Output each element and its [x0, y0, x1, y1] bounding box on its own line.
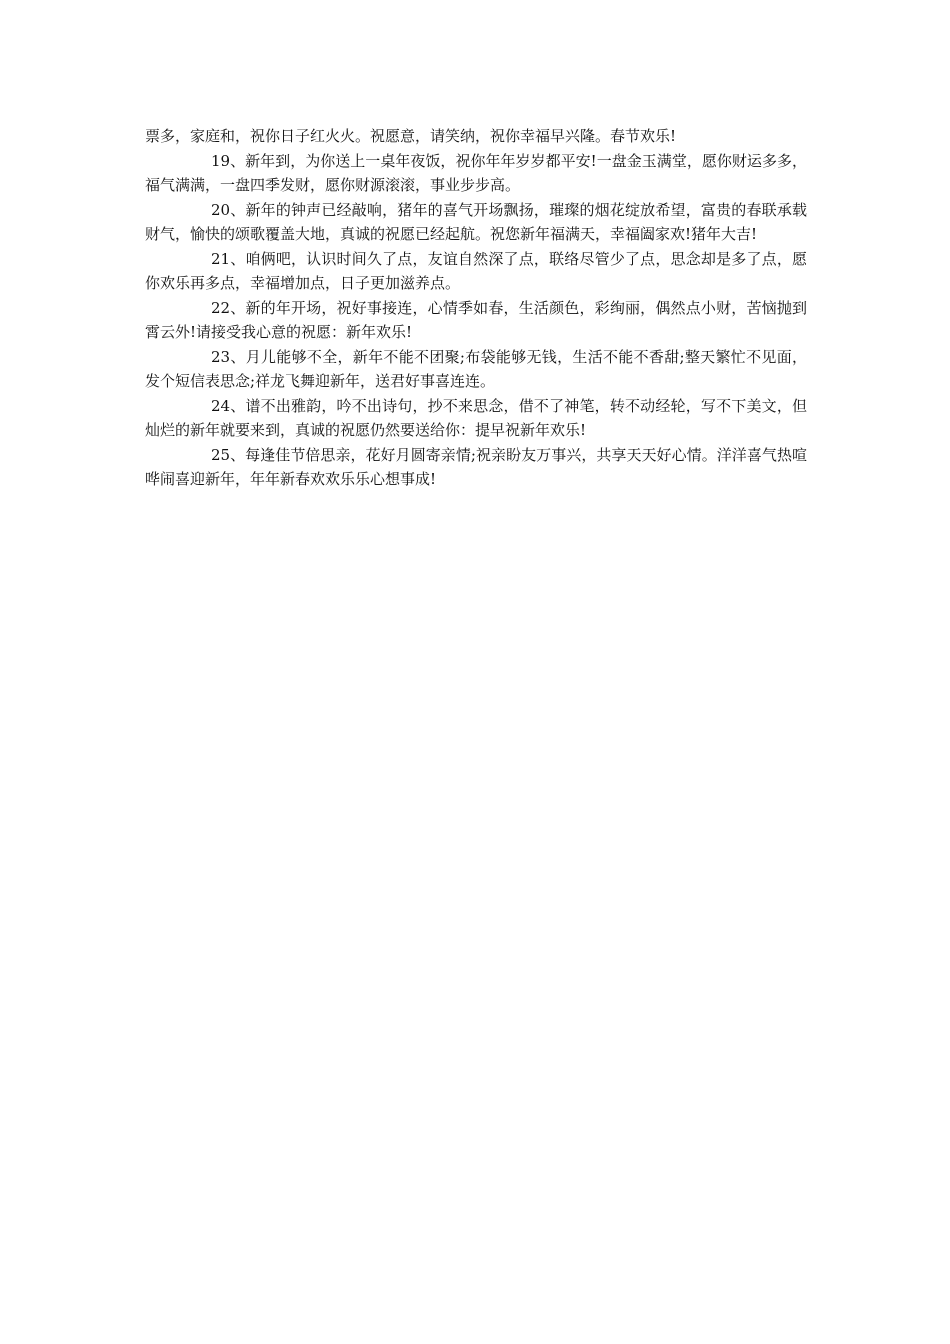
- paragraph-item-25: 25、每逢佳节倍思亲，花好月圆寄亲情;祝亲盼友万事兴，共享天天好心情。洋洋喜气热喧哗闹喜迎新年，年年新春欢欢乐乐心想事成!: [145, 445, 807, 488]
- paragraph-item-22: 22、新的年开场，祝好事接连，心情季如春，生活颜色，彩绚丽，偶然点小财，苦恼抛到霄云外!请接受我心意的祝愿：新年欢乐!: [145, 298, 807, 341]
- paragraph-item-20: 20、新年的钟声已经敲响，猪年的喜气开场飘扬，璀璨的烟花绽放希望，富贵的春联承载财气，愉快的颂歌覆盖大地，真诚的祝愿已经起航。祝您新年福满天，幸福阖家欢!猪年大吉!: [145, 200, 807, 243]
- paragraph-item-19: 19、新年到，为你送上一桌年夜饭，祝你年年岁岁都平安!一盘金玉满堂，愿你财运多多，福气满满，一盘四季发财，愿你财源滚滚，事业步步高。: [145, 151, 807, 194]
- paragraph-item-21: 21、咱俩吧，认识时间久了点，友谊自然深了点，联络尽管少了点，思念却是多了点，愿你欢乐再多点，幸福增加点，日子更加滋养点。: [145, 249, 807, 292]
- paragraph-item-23: 23、月儿能够不全，新年不能不团聚;布袋能够无钱，生活不能不香甜;整天繁忙不见面，发个短信表思念;祥龙飞舞迎新年，送君好事喜连连。: [145, 347, 807, 390]
- paragraph-item-24: 24、谱不出雅韵，吟不出诗句，抄不来思念，借不了神笔，转不动经轮，写不下美文，但灿烂的新年就要来到，真诚的祝愿仍然要送给你：提早祝新年欢乐!: [145, 396, 807, 439]
- paragraph-continuation: 票多，家庭和，祝你日子红火火。祝愿意，请笑纳，祝你幸福早兴隆。春节欢乐!: [145, 127, 677, 145]
- document-body: [145, 124, 807, 492]
